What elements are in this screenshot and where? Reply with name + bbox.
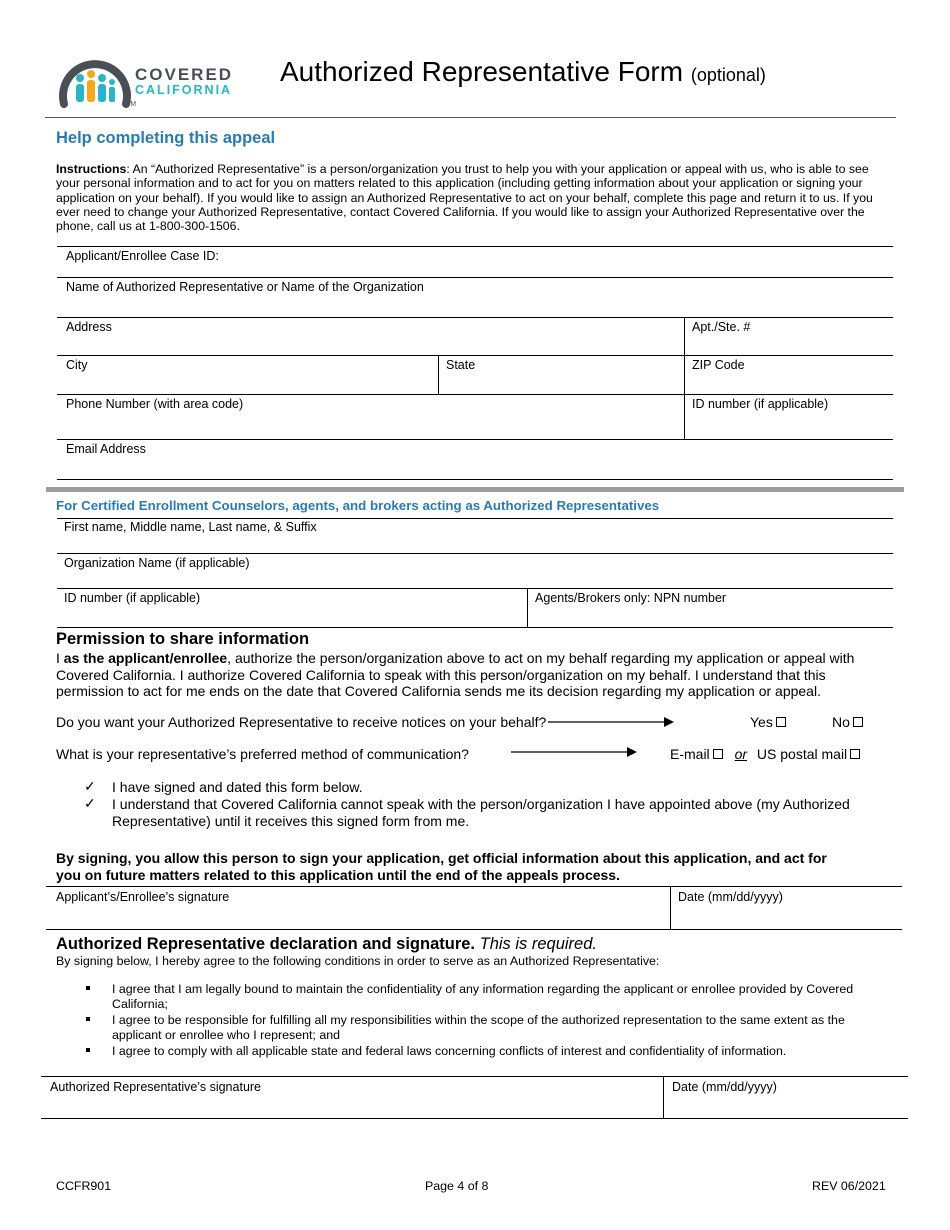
check-mark-icon: ✓ [84, 778, 96, 794]
form-code: CCFR901 [56, 1179, 112, 1193]
rule [57, 394, 893, 395]
rule [57, 588, 893, 589]
rule [57, 518, 893, 519]
page-number: Page 4 of 8 [425, 1179, 489, 1193]
bullet-icon [86, 1048, 90, 1052]
rule [41, 1076, 908, 1077]
permission-text: permission to act for me ends on the date that Covered California sends me its decision regarding my application or appeal. [56, 683, 821, 699]
case-id-field[interactable]: Applicant/Enrollee Case ID: [66, 249, 219, 263]
instructions-line: phone, call us at 1-800-300-1506. [56, 219, 240, 234]
postal-checkbox[interactable] [850, 749, 860, 759]
page-title [280, 56, 766, 88]
instructions-line: : An “Authorized Representative” is a person/organization you trust to help you with your application or appeal with us, who is able to see [126, 162, 869, 176]
rule [57, 317, 893, 318]
city-field[interactable]: City [66, 358, 88, 372]
permission-text: , authorize the person/organization above to act on my behalf regarding my application or appeal with [227, 650, 855, 666]
check-item-2 [112, 796, 850, 829]
check-mark-icon: ✓ [84, 795, 96, 811]
rule [57, 479, 893, 480]
check-item-1: I have signed and dated this form below. [112, 779, 363, 795]
title-optional: (optional) [690, 65, 766, 85]
declaration-bullet-2 [112, 1013, 845, 1043]
declaration-intro: By signing below, I hereby agree to the following conditions in order to serve as an Authorized Representative: [56, 954, 660, 968]
signing-statement [56, 850, 827, 883]
signing-line: you on future matters related to this application until the end of the appeals process. [56, 866, 620, 883]
arrow-right-icon [548, 716, 674, 728]
permission-text: I [56, 650, 64, 666]
instructions-line: your personal information and to act for you on matters related to this application (including getting information about your application or signing your [56, 176, 863, 191]
rep-date-field[interactable]: Date (mm/dd/yyyy) [672, 1080, 777, 1094]
communication-question: What is your representative’s preferred method of communication? [56, 746, 469, 762]
permission-bold: as the applicant/enrollee [63, 650, 228, 666]
rule [663, 1076, 664, 1118]
rule [46, 886, 902, 887]
rule [527, 588, 528, 627]
npn-field[interactable]: Agents/Brokers only: NPN number [535, 591, 727, 605]
bullet-icon [86, 986, 90, 990]
no-label: No [832, 714, 850, 730]
yes-label: Yes [750, 714, 773, 730]
title-text: Authorized Representative Form [280, 56, 684, 87]
arrow-right-icon [511, 746, 637, 758]
bullet-icon [86, 1017, 90, 1021]
check-item-2-line: Representative) until it receives this signed form from me. [112, 812, 470, 829]
rule [57, 246, 893, 247]
rule [57, 277, 893, 278]
communication-options [670, 746, 860, 762]
logo-word-california: CALIFORNIA [135, 83, 233, 97]
header-divider [45, 117, 896, 118]
logo-word-covered: COVERED [135, 65, 234, 84]
declaration-bullet-3: I agree to comply with all applicable state and federal laws concerning conflicts of interest and confidentiality of information. [112, 1044, 787, 1058]
applicant-date-field[interactable]: Date (mm/dd/yyyy) [678, 890, 783, 904]
instructions-label: Instructions [56, 162, 127, 176]
no-checkbox[interactable] [853, 717, 863, 727]
declaration-bullet-1 [112, 982, 853, 1012]
no-option[interactable] [832, 714, 863, 730]
certified-id-field[interactable]: ID number (if applicable) [64, 591, 201, 605]
rule [46, 929, 902, 930]
logo [56, 44, 236, 112]
logo-trademark: TM [126, 101, 137, 108]
or-text: or [734, 746, 748, 762]
bullet-line: I agree to be responsible for fulfilling all my responsibilities within the scope of the authorized representation to the same extent as the [112, 1013, 845, 1027]
instructions-line: application on your behalf). If you would like to assign an Authorized Representative to act on your behalf, complete this page and return it to us. If you [56, 190, 873, 205]
email-option-label: E-mail [670, 746, 710, 762]
rule [57, 627, 893, 628]
instructions-line: ever need to change your Authorized Representative, contact Covered California. If you would like to assign your Authorized Representative over the [56, 204, 865, 219]
rep-signature-field[interactable]: Authorized Representative’s signature [50, 1080, 262, 1094]
address-field[interactable]: Address [66, 320, 112, 334]
postal-option-label: US postal mail [756, 746, 848, 762]
email-field[interactable]: Email Address [66, 442, 146, 456]
certified-heading: For Certified Enrollment Counselors, agents, and brokers acting as Authorized Representatives [56, 498, 660, 513]
rule [57, 355, 893, 356]
apt-field[interactable]: Apt./Ste. # [692, 320, 751, 334]
org-name-field[interactable]: Organization Name (if applicable) [64, 556, 250, 570]
rule [41, 1118, 908, 1119]
phone-field[interactable]: Phone Number (with area code) [66, 397, 244, 411]
revision-date: REV 06/2021 [812, 1179, 886, 1193]
id-number-field[interactable]: ID number (if applicable) [692, 397, 829, 411]
bullet-line: I agree that I am legally bound to maintain the confidentiality of any information regarding the applicant or enrollee provided by Covered [112, 982, 854, 996]
rule [670, 886, 671, 929]
rule [57, 439, 893, 440]
permission-heading: Permission to share information [56, 630, 310, 648]
bullet-line: California; [112, 997, 168, 1011]
declaration-required: This is required. [479, 935, 597, 953]
email-checkbox[interactable] [713, 749, 723, 759]
signing-line: By signing, you allow this person to sign your application, get official information about this application, and act for [56, 850, 827, 866]
zip-field[interactable]: ZIP Code [692, 358, 745, 372]
notices-question: Do you want your Authorized Representative to receive notices on your behalf? [56, 714, 547, 730]
permission-text: Covered California. I authorize Covered California to speak with this person/organization on my behalf. I understand that this [56, 666, 826, 683]
rule [438, 355, 439, 394]
rule [684, 317, 685, 440]
rep-name-field[interactable]: Name of Authorized Representative or Name of the Organization [66, 280, 424, 294]
covered-california-logo-icon [56, 44, 132, 112]
full-name-field[interactable]: First name, Middle name, Last name, & Suffix [64, 520, 317, 534]
yes-option[interactable] [750, 714, 786, 730]
rule [57, 553, 893, 554]
check-item-2-line: I understand that Covered California cannot speak with the person/organization I have appointed above (my Authorized [112, 796, 850, 812]
permission-paragraph [56, 650, 901, 700]
section-divider [46, 487, 904, 492]
help-heading: Help completing this appeal [56, 129, 276, 147]
instructions-paragraph [56, 162, 896, 233]
declaration-heading [56, 935, 597, 954]
state-field[interactable]: State [446, 358, 476, 372]
yes-checkbox[interactable] [776, 717, 786, 727]
bullet-line: applicant or enrollee who I represent; and [112, 1028, 340, 1042]
declaration-title: Authorized Representative declaration and signature. [56, 935, 476, 953]
applicant-signature-field[interactable]: Applicant’s/Enrollee’s signature [56, 890, 230, 904]
